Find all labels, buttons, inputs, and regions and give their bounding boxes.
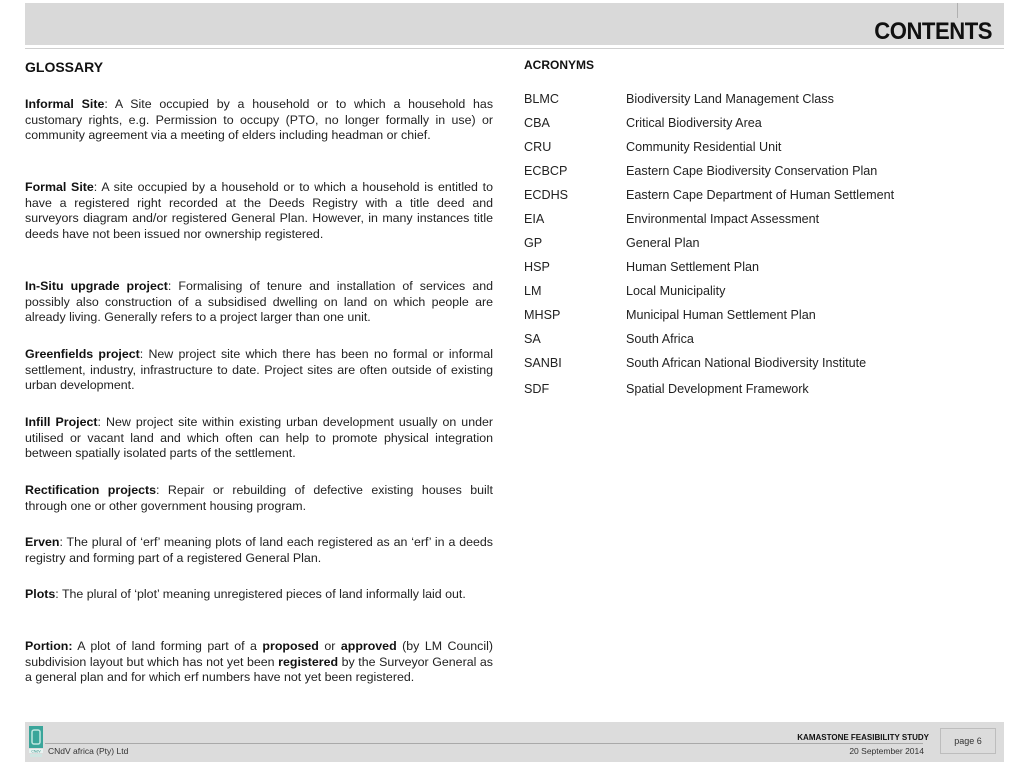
glossary-entry [25,587,466,603]
glossary-definition: New project site which there has been no formal or informal settlement, industry, infrastructure to date. Project sites are often outside of existing urban development. [25,347,493,392]
acronym-definition: Community Residential Unit [626,140,782,154]
glossary-entry-portion [25,639,493,686]
glossary-term: Erven [25,535,60,549]
acronym-definition: General Plan [626,236,700,250]
glossary-entry [25,415,493,462]
page-number: page 6 [940,728,996,754]
glossary-entry [25,279,493,326]
page-footer [25,722,1004,762]
glossary-definition: Formalising of tenure and installation of services and possibly also construction of a subsidised dwelling on land on which people are already living. Generally refers to a project larger than one unit. [25,279,493,324]
glossary-term: In-Situ upgrade project [25,279,168,293]
acronym-definition: Local Municipality [626,284,726,298]
acronym-definition: Human Settlement Plan [626,260,760,274]
acronym-definition: Municipal Human Settlement Plan [626,308,816,322]
glossary-term: Informal Site [25,97,105,111]
glossary-entry [25,347,493,394]
svg-text:CNdV: CNdV [31,749,41,754]
acronym-abbr: LM [524,284,542,298]
acronym-abbr: ECDHS [524,188,569,202]
glossary-definition: A site occupied by a household or to which a household is entitled to have a registered right recorded at the Deeds Registry with a title deed and surveyors diagram and/or registered General Plan. However, in many instances title deeds have not been issued nor ownership registered. [25,180,494,241]
portion-text: by the Surveyor General as a general plan and for which erf numbers have not yet been registered. [25,654,493,684]
glossary-term: Formal Site [25,180,94,194]
portion-emphasis: approved [340,639,397,653]
portion-emphasis: registered [278,654,339,669]
glossary-term: Infill Project [25,415,98,429]
acronym-definition: Biodiversity Land Management Class [626,92,834,106]
footer-date: 20 September 2014 [849,746,924,756]
glossary-entry [25,97,493,144]
portion-emphasis: proposed [262,639,319,653]
glossary-definition: New project site within existing urban development usually on under utilised or vacant land and which often can help to promote physical integration between spatially isolated parts of the settlement. [25,415,493,460]
acronym-definition: South African National Biodiversity Institute [626,356,867,370]
glossary-sep: : [97,415,101,429]
glossary-term: Portion: [25,639,73,653]
acronym-definition: Eastern Cape Department of Human Settlement [626,188,895,202]
glossary-sep: : [59,535,63,549]
acronyms-title: ACRONYMS [524,58,595,72]
glossary-entry [25,535,493,566]
cndv-logo-icon [29,726,43,758]
acronym-abbr: BLMC [524,92,559,106]
glossary-entry [25,483,493,514]
footer-project-title: KAMASTONE FEASIBILITY STUDY [797,733,929,742]
glossary-sep: : [55,587,59,601]
portion-text: A plot of land forming part of a [72,639,263,653]
page-title: CONTENTS [874,18,992,45]
glossary-sep: : [156,483,160,497]
acronym-abbr: HSP [524,260,550,274]
acronym-abbr: CBA [524,116,550,130]
acronym-definition: Environmental Impact Assessment [626,212,820,226]
footer-company: CNdV africa (Pty) Ltd [48,746,129,756]
glossary-term: Plots [25,587,56,601]
portion-text: (by LM Council) subdivision layout but which has not yet been [25,639,493,669]
acronym-abbr: CRU [524,140,552,154]
acronym-definition: Spatial Development Framework [626,382,809,396]
glossary-title: GLOSSARY [25,59,104,75]
page-header [25,3,1004,45]
glossary-definition: The plural of ‘erf’ meaning plots of land each registered as an ‘erf’ in a deeds registry and forming part of a registered General Plan. [25,535,493,565]
glossary-definition: A Site occupied by a household or to which a household has customary rights, e.g. Permission to occupy (PTO, no longer formally in use) or community agreement via a meeting of elders including headman or chief. [25,97,494,142]
acronym-abbr: SA [524,332,541,346]
glossary-entry [25,180,493,242]
acronym-abbr: MHSP [524,308,561,322]
acronym-abbr: SDF [524,382,550,396]
glossary-sep: : [104,97,108,111]
portion-text: or [318,639,341,653]
glossary-section [25,59,494,684]
footer-rule [45,743,923,744]
glossary-sep: : [167,279,172,293]
glossary-sep: : [93,180,98,194]
acronym-abbr: ECBCP [524,164,568,178]
glossary-term: Rectification projects [25,483,157,497]
glossary-term: Greenfields project [25,347,140,361]
glossary-definition: The plural of ‘plot’ meaning unregistered pieces of land informally laid out. [58,587,466,601]
acronym-abbr: GP [524,236,543,250]
acronym-abbr: SANBI [524,356,562,370]
header-divider-tick [957,3,958,18]
acronym-definition: South Africa [626,332,694,346]
header-rule [25,48,1004,49]
glossary-sep: : [139,347,144,361]
acronym-definition: Eastern Cape Biodiversity Conservation Plan [626,164,878,178]
acronym-abbr: EIA [524,212,545,226]
acronyms-section [524,58,964,396]
glossary-definition: Repair or rebuilding of defective existing houses built through one or other government housing program. [25,483,493,513]
acronym-definition: Critical Biodiversity Area [626,116,762,130]
